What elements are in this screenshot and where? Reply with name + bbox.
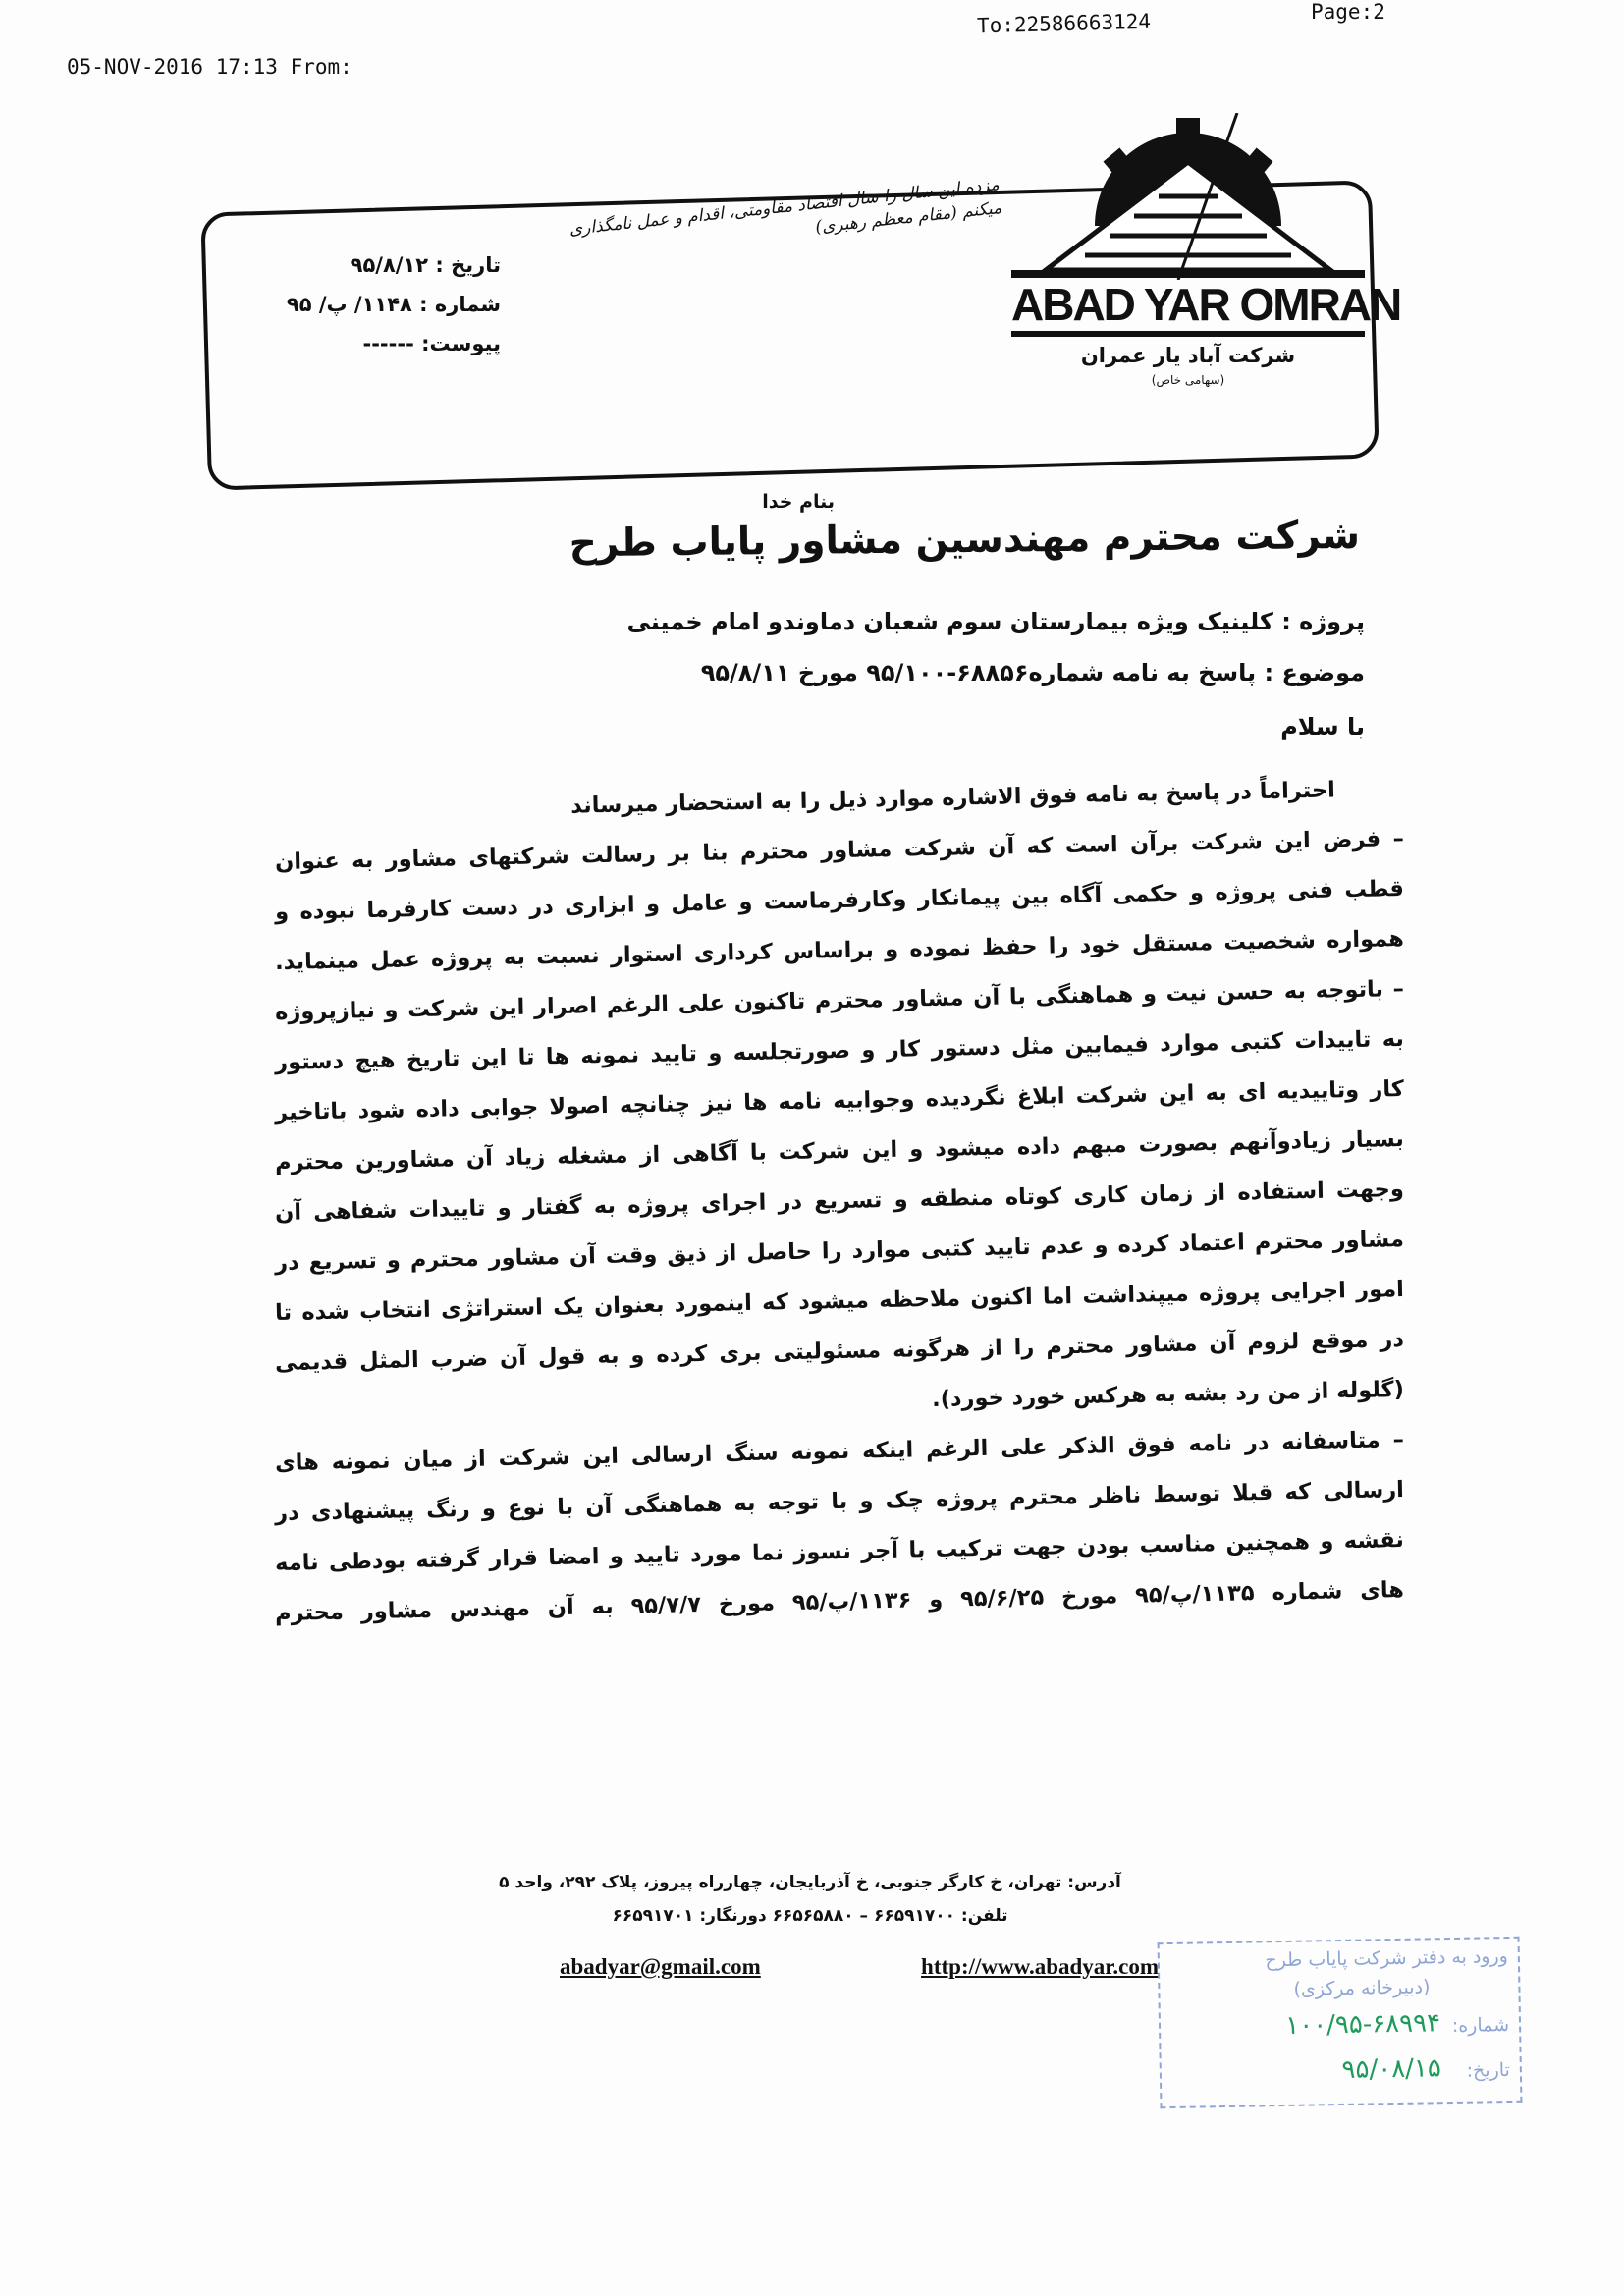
email-link[interactable]: abadyar@gmail.com	[560, 1954, 761, 1979]
fax-sent-line: 05-NOV-2016 17:13 From:	[67, 55, 352, 79]
body-line: قطب فنی پروژه و حکمی آگاه بین پیمانکار وکارفرماست و عامل و ابزاری در دست کارفرما نبوده و	[274, 875, 1405, 926]
invocation: بنام خدا	[762, 491, 835, 513]
body-line: (گلوله از من رد بشه به هرکس خورد خورد).	[931, 1376, 1405, 1413]
logo-persian-name: شرکت آباد یار عمران	[1080, 344, 1296, 367]
body-line: نقشه و همچنین مناسب بودن جهت ترکیب با آجر نسوز نما مورد تایید و امضا قرار گرفته بودطی نامه	[274, 1526, 1405, 1577]
body-line: امور اجرایی پروژه میپنداشت اما اکنون ملاحظه میشود که اینمورد بعنوان یک استراتژی انتخاب شده تا	[274, 1276, 1405, 1327]
body-line: – باتوجه به حسن نیت و هماهنگی با آن مشاور محترم تاکنون علی الرغم اصرار این شرکت و نیازپروژه	[274, 975, 1405, 1026]
body-line: وجهت استفاده از زمان کاری کوتاه منطقه و تسریع در اجرای پروژه به گفتار و تاییدات شفاهی آن	[274, 1175, 1405, 1227]
recipient-title: شرکت محترم مهندسین مشاور پایاب طرح	[568, 513, 1361, 567]
company-logo	[1011, 113, 1401, 398]
body-line: کار وتاییدیه ای به این شرکت ابلاغ نگردیده وجوابیه نامه ها نیز چنانچه اصولا جوابی داده شود باتاخیر	[274, 1075, 1405, 1126]
body-line: در موقع لزوم آن مشاور محترم را از هرگونه مسئولیتی بری کرده و به قول آن ضرب المثل قدیمی	[274, 1326, 1405, 1377]
stamp-date-label: تاریخ:	[1466, 2058, 1511, 2082]
body-line: – متاسفانه در نامه فوق الذکر علی الرغم اینکه نمونه سنگ ارسالی این شرکت از میان نمونه های	[274, 1426, 1405, 1477]
gear-house-logo-icon	[1011, 113, 1365, 280]
body-line: همواره شخصیت مستقل خود را حفظ نموده و براساس کرداری استوار نسبت به پروژه عمل مینماید.	[274, 925, 1405, 976]
letter-date: تاریخ : ۹۵/۸/۱۲	[350, 253, 501, 277]
logo-subtitle: (سهامی خاص)	[1151, 373, 1225, 387]
fax-page-number: Page:2	[1311, 0, 1385, 24]
stamp-title: ورود به دفتر شرکت پایاب طرح	[1265, 1945, 1509, 1972]
body-line: به تاییدات کتبی موارد فیمابین مثل دستور کار و صورتجلسه و تایید نمونه ها تا این تاریخ هیچ دستور	[274, 1025, 1405, 1076]
stamp-number-label: شماره:	[1451, 2013, 1510, 2038]
stamp-date-value: ۹۵/۰۸/۱۵	[1341, 2053, 1442, 2085]
letterhead-slogan: مزده این سال را سال اقتصاد مقاومتی، اقدام و عمل نامگذاری میکنم (مقام معظم رهبری)	[568, 175, 1003, 240]
body-line: احتراماً در پاسخ به نامه فوق الاشاره موارد ذیل را به استحضار میرساند	[569, 777, 1336, 819]
letter-number: شماره : ۱۱۴۸/ پ/ ۹۵	[286, 293, 501, 316]
fax-to-number: To:22586663124	[976, 9, 1152, 38]
company-address: آدرس: تهران، خ کارگر جنوبی، خ آذربایجان، چهارراه پیروز، پلاک ۲۹۲، واحد ۵	[499, 1873, 1121, 1892]
received-stamp	[1158, 1937, 1523, 2108]
body-line: بسیار زیادوآنهم بصورت مبهم داده میشود و این شرکت با آگاهی از مشغله زیاد آن مشاورین محترم	[274, 1125, 1405, 1176]
letter-meta	[265, 246, 501, 363]
letter-attachment: پیوست: ------	[362, 332, 501, 355]
letterhead-footer	[461, 1866, 1159, 1933]
body-line: – فرض این شرکت برآن است که آن شرکت مشاور محترم بنا بر رسالت شرکتهای مشاور به عنوان	[274, 825, 1405, 876]
website-link[interactable]: http://www.abadyar.com	[921, 1954, 1159, 1979]
project-line: پروژه : کلینیک ویژه بیمارستان سوم شعبان دماوندو امام خمینی	[626, 608, 1365, 635]
stamp-subtitle: (دبیرخانه مرکزی)	[1293, 1976, 1431, 2000]
greeting: با سلام	[1280, 713, 1365, 740]
company-phone: تلفن: ۶۶۵۹۱۷۰۰ – ۶۶۵۶۵۸۸۰ دورنگار: ۶۶۵۹۱۷۰۱	[612, 1906, 1008, 1926]
subject-line: موضوع : پاسخ به نامه شماره۶۸۸۵۶-۹۵/۱۰۰ مورخ ۹۵/۸/۱۱	[700, 659, 1365, 686]
footer-links	[560, 1954, 1159, 1980]
stamp-number-value: ۱۰۰/۹۵-۶۸۹۹۴	[1284, 2008, 1441, 2041]
body-line: مشاور محترم اعتماد کرده و عدم تایید کتبی موارد را حاصل از ذیق وقت آن مشاور محترم و تسریع در	[274, 1226, 1405, 1277]
body-line: های شماره ۱۱۳۵/پ/۹۵ مورخ ۹۵/۶/۲۵ و ۱۱۳۶/پ/۹۵ مورخ ۹۵/۷/۷ به آن مهندس مشاور محترم	[274, 1576, 1405, 1627]
letter-body	[275, 776, 1404, 1627]
logo-wordmark: ABAD YAR OMRAN	[1011, 278, 1365, 337]
body-line: ارسالی که قبلا توسط ناظر محترم پروژه چک و با توجه به هماهنگی آن با نوع و رنگ پیشنهادی در	[274, 1476, 1405, 1527]
